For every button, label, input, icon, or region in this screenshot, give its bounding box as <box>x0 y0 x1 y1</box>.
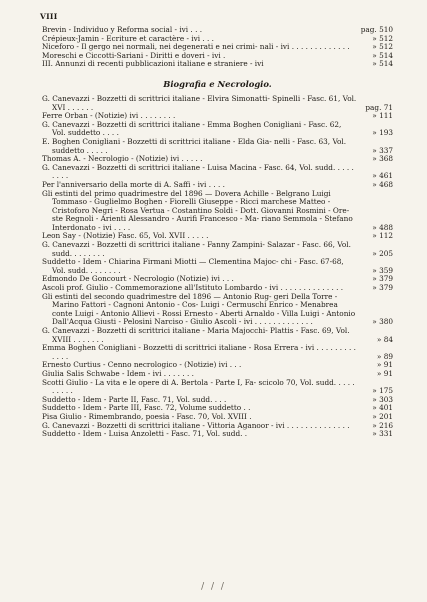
index-entry: Suddetto - Idem - Luisa Anzoletti - Fasc. 71, Vol. sudd. . » 331 <box>42 429 393 439</box>
index-entry: G. Canevazzi - Bozzetti di scrittrici italiane - Vittoria Aganoor - ivi . . . . . . . . . . . . . . » 216 <box>42 420 393 430</box>
index-entry: Per l'anniversario della morte di A. Saffi - ivi . . . . » 468 <box>42 179 393 189</box>
page-ref: » 111 <box>372 111 393 121</box>
index-entry: G. Canevazzi - Bozzetti di scrittrici italiane - Elvira Simonatti- Spinelli - Fasc. 61, Vol. XVI . . . . . . pag. 71 <box>42 93 393 112</box>
page-ref: » 461 <box>372 171 393 181</box>
index-entry: Gli estinti del secondo quadrimestre del 1896 — Antonio Rug- geri Della Torre - Marino Fattori - Cagnoni Antonio - Cos- Luigi - Cermuschi Enrico - Menabrea conte Luigi - Antonio Allievi - Rossi Ernesto - Aberti Arnaldo - Villa Luigi - Antonio Dall'Acqua Giusti - Pelosini Narciso - Giulio Ascoli - ivi . . . . . . . . . . . . . » 380 <box>42 291 393 327</box>
page-ref: » 401 <box>372 403 393 413</box>
index-entry: Moreschi e Ciccotti-Sariani - Diritti e doveri - ivi . » 514 <box>42 50 393 60</box>
page-ref: » 514 <box>372 50 393 60</box>
top-entry-list <box>42 26 393 69</box>
index-entry: Gli estinti del primo quadrimestre del 1896 — Dovera Achille - Belgrano Luigi Tommaso - Guglielmo Boghen - Fiorelli Giuseppe - Ricci marchese Matteo - Cristoforo Negri - Rosa Vertua - Costantino Soldi - Dott. Giovanni Rosmini - Ore- ste Regnoli - Arienti Alessandro - Aurifi Francesco - Ma- riano Semmola - Stefano Interdonato - ivi . . . . » 488 <box>42 188 393 232</box>
index-entry: Emma Boghen Conigliani - Bozzetti di scrittrici italiane - Rosa Errera - ivi . . . . . . . . . . . . . » 89 <box>42 343 393 361</box>
page-ref: » 91 <box>376 368 393 378</box>
index-entry: Edmondo De Goncourt - Necrologio (Notizie) ivi . . . » 379 <box>42 274 393 284</box>
page-ref: » 216 <box>372 420 393 430</box>
page-ref: » 379 <box>372 283 393 293</box>
page-ref: » 512 <box>372 42 393 52</box>
page-ref: » 380 <box>372 317 393 327</box>
index-entry: Giulia Salis Schwabe - Idem - ivi . . . . . . . » 91 <box>42 368 393 378</box>
page-ref: » 91 <box>376 360 393 370</box>
page-ref: » 337 <box>372 145 393 155</box>
index-entry: E. Boghen Conigliani - Bozzetti di scrittrici italiane - Elda Gia- nelli - Fasc. 63, Vol. suddetto . . . . . » 337 <box>42 136 393 155</box>
section-entry-list <box>42 95 393 439</box>
page-ref: pag. 510 <box>360 25 393 34</box>
page-ref: » 205 <box>372 248 393 258</box>
index-entry: III. Annunzi di recenti pubblicazioni italiane e straniere - ivi » 514 <box>42 59 393 69</box>
page-ref: » 468 <box>372 179 393 189</box>
page-number: VIII <box>40 12 58 21</box>
page-ref: » 514 <box>372 59 393 69</box>
index-entry: G. Canevazzi - Bozzetti di scrittrici italiane - Emma Boghen Conigliani - Fasc. 62, Vol. suddetto . . . . » 193 <box>42 119 393 138</box>
page-ref: » 84 <box>376 334 393 344</box>
index-entry: G. Canevazzi - Bozzetti di scrittrici italiane - Fanny Zampini- Salazar - Fasc. 66, Vol. sudd. . . . . . . . » 205 <box>42 240 393 258</box>
index-entry: Scotti Giulio - La vita e le opere di A. Bertola - Parte I, Fa- scicolo 70, Vol. sudd. . . . . . . . . . » 175 <box>42 377 393 396</box>
page-ref: » 512 <box>372 33 393 43</box>
page-ref: » 193 <box>372 128 393 138</box>
page-ref: » 201 <box>372 411 393 421</box>
page-ref: » 368 <box>372 154 393 164</box>
index-entry: Pisa Giulio - Rimembrando, poesia - Fasc. 70, Vol. XVIII . » 201 <box>42 411 393 421</box>
page-ref: pag. 71 <box>365 102 393 112</box>
page-ref: » 112 <box>372 231 393 241</box>
index-entry: Leon Say - (Notizie) Fasc. 65, Vol. XVII . . . . . » 112 <box>42 231 393 241</box>
index-entry: Niceforo - Il gergo nei normali, nei degenerati e nei crimi- nali - ivi . . . . . . . . . . . . . » 512 <box>42 42 393 52</box>
index-entry: Suddetto - Idem - Chiarina Firmani Miotti — Clementina Majoc- chi - Fasc. 67-68, Vol. sudd. . . . . . . . » 359 <box>42 257 393 275</box>
index-entry: Brevin - Individuo y Reforma social - ivi . . . pag. 510 <box>42 25 393 34</box>
index-entry: Suddetto - Idem - Parte II, Fasc. 71, Vol. sudd. . . . » 303 <box>42 394 393 404</box>
index-entry: Ernesto Curtius - Cenno necrologico - (Notizie) ivi . . . » 91 <box>42 360 393 370</box>
index-entry: Ferre Orban - (Notizie) ivi . . . . . . . . » 111 <box>42 111 393 121</box>
footer-mark: / / / <box>201 582 226 592</box>
page-ref: » 89 <box>376 351 393 361</box>
page-ref: » 379 <box>372 274 393 284</box>
index-entry: Suddetto - Idem - Parte III, Fasc. 72, Volume suddetto . . » 401 <box>42 403 393 413</box>
page-ref: » 331 <box>372 429 393 439</box>
page-ref: » 303 <box>372 394 393 404</box>
index-entry: Crépieux-Jamin - Ecriture et caractère - ivi . . . » 512 <box>42 33 393 43</box>
index-entry: Thomas A. - Necrologio - (Notizie) ivi . . . . . » 368 <box>42 154 393 164</box>
index-entry: G. Canevazzi - Bozzetti di scrittrici italiane - Maria Majocchi- Plattis - Fasc. 69, Vol. XVIII . . . . . . . » 84 <box>42 326 393 344</box>
section-title: Biografia e Necrologio. <box>163 78 272 89</box>
page-ref: » 359 <box>372 265 393 275</box>
index-entry: G. Canevazzi - Bozzetti di scrittrici italiane - Luisa Macina - Fasc. 64, Vol. sudd. . . . . . . . . » 461 <box>42 162 393 181</box>
index-entry: Ascoli prof. Giulio - Commemorazione all'Istituto Lombardo - ivi . . . . . . . . . . . . . . » 379 <box>42 283 393 293</box>
page-ref: » 175 <box>372 386 393 396</box>
page-ref: » 488 <box>372 222 393 232</box>
